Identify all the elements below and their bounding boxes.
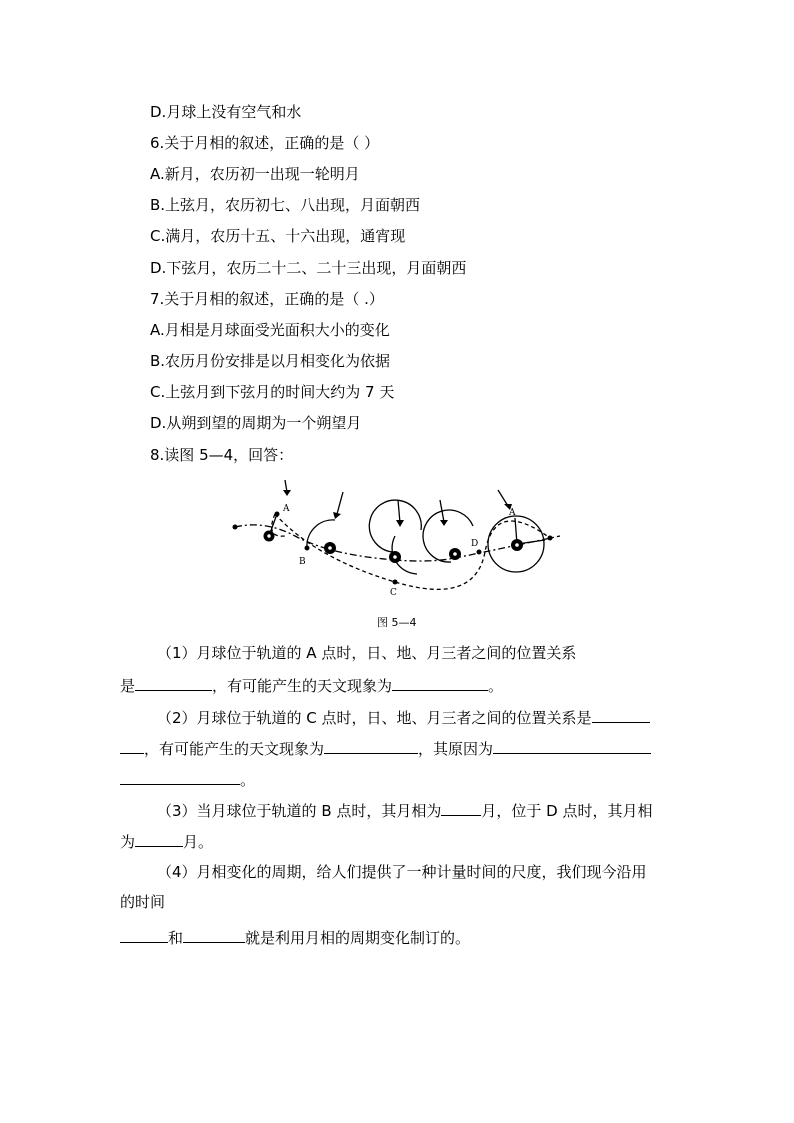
- answer-blank[interactable]: [592, 706, 650, 723]
- q6-stem: 6.关于月相的叙述，正确的是（ ）: [150, 134, 380, 152]
- answer-blank[interactable]: [120, 926, 168, 943]
- answer-blank[interactable]: [183, 926, 245, 943]
- text: 。: [488, 677, 504, 695]
- answer-blank[interactable]: [120, 737, 144, 754]
- q6-option-b: B.上弦月，农历初七、八出现，月面朝西: [150, 196, 421, 214]
- q8-sub4-line2: 的时间: [120, 893, 166, 911]
- q8-sub4-line3: [120, 926, 470, 949]
- q8-sub3-line1: [157, 799, 652, 822]
- point-label-a2: A: [509, 508, 516, 518]
- q7-stem: 7.关于月相的叙述，正确的是（ .）: [150, 290, 384, 308]
- q8-sub2-line3: [120, 768, 255, 791]
- text: 。: [240, 771, 256, 789]
- q7-option-d: D.从朔到望的周期为一个朔望月: [150, 414, 362, 432]
- q8-sub2-line1: [157, 706, 650, 729]
- text: 和: [168, 929, 184, 947]
- answer-blank[interactable]: [135, 674, 212, 691]
- text: （2）月球位于轨道的 C 点时，日、地、月三者之间的位置关系是: [157, 709, 592, 727]
- point-label-b: B: [299, 557, 306, 567]
- q5-option-d: D.月球上没有空气和水: [150, 103, 302, 121]
- point-label-a1: A: [283, 504, 290, 514]
- q6-option-c: C.满月，农历十五、十六出现，通宵现: [150, 227, 406, 245]
- text: ，其原因为: [418, 740, 494, 758]
- moon-orbit-path-upper: [272, 514, 285, 536]
- point-label-c: C: [390, 588, 397, 598]
- text: 月，位于 D 点时，其月相: [481, 802, 653, 820]
- figure-caption: 图 5—4: [377, 616, 417, 629]
- answer-blank[interactable]: [120, 768, 240, 785]
- q8-stem: 8.读图 5—4，回答：: [150, 446, 294, 464]
- text: 是: [120, 677, 136, 695]
- text: 为: [120, 833, 136, 851]
- answer-blank[interactable]: [135, 830, 183, 847]
- text: ，有可能产生的天文现象为: [144, 740, 325, 758]
- q8-sub4-line1: （4）月相变化的周期，给人们提供了一种计量时间的尺度，我们现今沿用: [157, 863, 647, 881]
- q6-option-a: A.新月，农历初一出现一轮明月: [150, 165, 360, 183]
- answer-blank[interactable]: [441, 799, 481, 816]
- q7-option-a: A.月相是月球面受光面积大小的变化: [150, 321, 390, 339]
- text: （3）当月球位于轨道的 B 点时，其月相为: [157, 802, 442, 820]
- text: 月。: [183, 833, 214, 851]
- answer-blank[interactable]: [392, 674, 488, 691]
- q8-sub1-line1: （1）月球位于轨道的 A 点时，日、地、月三者之间的位置关系: [157, 644, 577, 662]
- point-label-d: D: [471, 539, 479, 549]
- moon-orbit-figure: [225, 478, 570, 600]
- text: ，有可能产生的天文现象为: [212, 677, 393, 695]
- answer-blank[interactable]: [493, 737, 651, 754]
- q6-option-d: D.下弦月，农历二十二、二十三出现，月面朝西: [150, 259, 467, 277]
- q7-option-c: C.上弦月到下弦月的时间大约为 7 天: [150, 383, 395, 401]
- answer-blank[interactable]: [324, 737, 418, 754]
- q8-sub1-line2: [120, 674, 503, 697]
- q7-option-b: B.农历月份安排是以月相变化为依据: [150, 352, 391, 370]
- text: 就是利用月相的周期变化制订的。: [245, 929, 471, 947]
- q8-sub2-line2: [120, 737, 651, 760]
- q8-sub3-line2: [120, 830, 213, 853]
